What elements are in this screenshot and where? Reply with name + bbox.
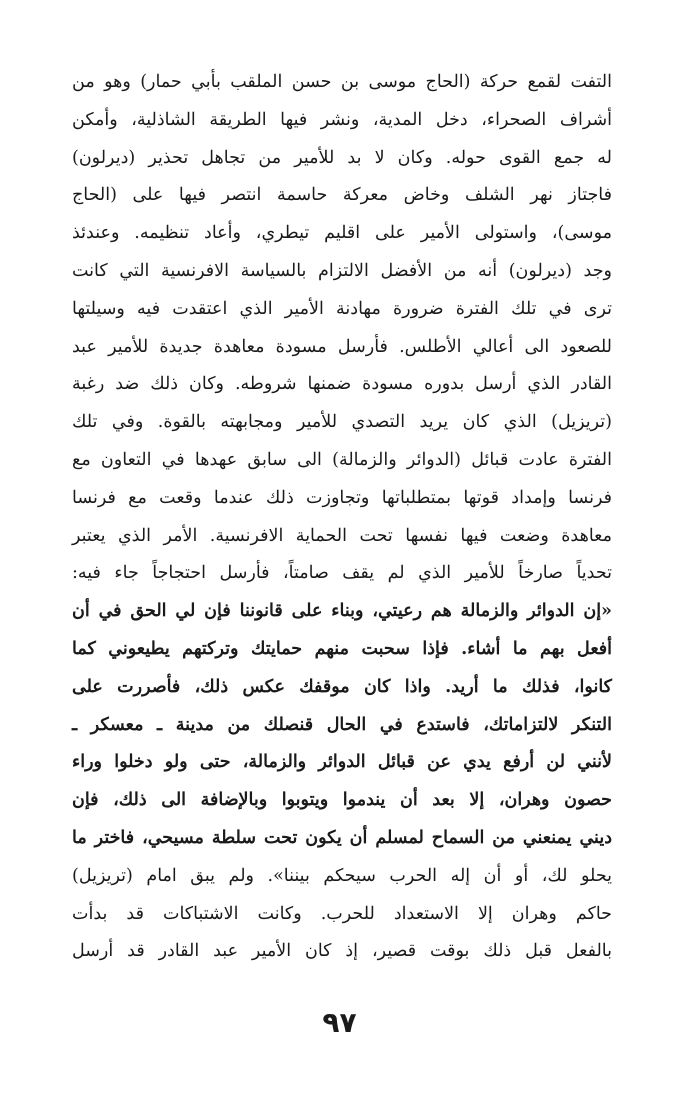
- text-line: الفترة عادت قبائل (الدوائر والزمالة) الى سابق عهدها في التعاون مع: [72, 449, 612, 470]
- quote-line: التنكر لالتزاماتك، فاستدع في الحال قنصلك من مدينة ـ معسكر ـ: [72, 714, 612, 735]
- text-line: (تريزيل) الذي كان يريد التصدي للأمير ومجابهته بالقوة. وفي تلك: [72, 412, 612, 433]
- text-line: يحلو لك، أو أن إله الحرب سيحكم بيننا». ولم يبق امام (تريزيل): [72, 865, 612, 886]
- text-line: موسى)، واستولى الأمير على اقليم تيطري، وأعاد تنظيمه. وعندئذ: [72, 223, 612, 244]
- text-line: أشراف الصحراء، دخل المدية، ونشر فيها الطريقة الشاذلية، وأمكن: [72, 109, 612, 130]
- page-number: ٩٧: [322, 1006, 357, 1039]
- text-line: له جمع القوى حوله. وكان لا بد للأمير من تجاهل تحذير (ديرلون): [72, 147, 612, 168]
- text-line: ترى في تلك الفترة ضرورة مهادنة الأمير الذي اعتقدت فيه وسيلتها: [72, 298, 612, 319]
- quote-line: لأنني لن أرفع يدي عن قبائل الدوائر والزمالة، حتى ولو دخلوا وراء: [72, 752, 612, 773]
- text-line: للصعود الى أعالي الأطلس. فأرسل مسودة معاهدة جديدة للأمير عبد: [72, 336, 612, 357]
- text-line: فاجتاز نهر الشلف وخاض معركة حاسمة انتصر فيها على (الحاج: [72, 185, 612, 206]
- text-line: فرنسا وإمداد قوتها بمتطلباتها وتجاوزت ذلك عندما وقعت مع فرنسا: [72, 487, 612, 508]
- text-line: بالفعل قبل ذلك بوقت قصير، إذ كان الأمير عبد القادر قد أرسل: [72, 941, 612, 962]
- quote-line: أفعل بهم ما أشاء. فإذا سحبت منهم حمايتك وتركتهم يطيعوني كما: [72, 638, 612, 659]
- text-line: تحدياً صارخاً للأمير الذي لم يقف صامتاً، فأرسل احتجاجاً جاء فيه:: [72, 563, 612, 584]
- body-text: [72, 64, 612, 971]
- text-line: معاهدة وضعت فيها نفسها تحت الحماية الافرنسية. الأمر الذي يعتبر: [72, 525, 612, 546]
- text-line: حاكم وهران إلا الاستعداد للحرب. وكانت الاشتباكات قد بدأت: [72, 903, 612, 924]
- text-line: التفت لقمع حركة (الحاج موسى بن حسن الملقب بأبي حمار) وهو من: [72, 72, 612, 92]
- quote-line: ديني يمنعني من السماح لمسلم أن يكون تحت سلطة مسيحي، فاختر ما: [72, 827, 612, 848]
- quote-line: «إن الدوائر والزمالة هم رعيتي، وبناء على قانوننا فإن لي الحق في أن: [72, 601, 612, 622]
- quote-line: كانوا، فذلك ما أريد. واذا كان موقفك عكس ذلك، فأصررت على: [72, 676, 612, 697]
- quote-line: حصون وهران، إلا بعد أن يندموا ويتوبوا وبالإضافة الى ذلك، فإن: [72, 790, 612, 811]
- text-line: وجد (ديرلون) أنه من الأفضل الالتزام بالسياسة الافرنسية التي كانت: [72, 260, 612, 281]
- text-line: القادر الذي أرسل بدوره مسودة ضمنها شروطه. وكان ذلك ضد رغبة: [72, 374, 612, 395]
